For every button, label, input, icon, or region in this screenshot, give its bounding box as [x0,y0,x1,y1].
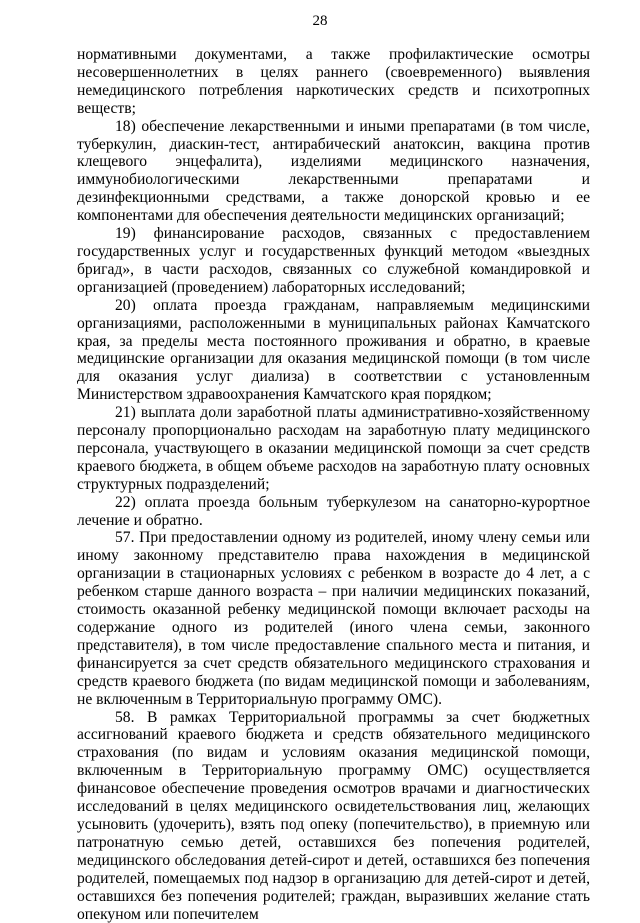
paragraph-continuation: нормативными документами, а также профилактические осмотры несовершеннолетних в целях раннего (своевременного) выявления немедицинского потребления наркотических средств и психотропных веществ; [77,46,590,117]
document-body [77,46,590,923]
paragraph-clause-58: 58. В рамках Территориальной программы за счет бюджетных ассигнований краевого бюджета и средств обязательного медицинского страхования (по видам и условиям оказания медицинской помощи, включенным в Территориальную программу ОМС) осуществляется финансовое обеспечение проведения осмотров врачами и диагностических исследований в целях медицинского освидетельствования лиц, желающих усыновить (удочерить), взять под опеку (попечительство), в приемную или патронатную семью детей, оставшихся без попечения родителей, медицинского обследования детей-сирот и детей, оставшихся без попечения родителей, помещаемых под надзор в организацию для детей-сирот и детей, оставшихся без попечения родителей; граждан, выразивших желание стать опекуном или попечителем [77,708,590,923]
paragraph-clause-57: 57. При предоставлении одному из родителей, иному члену семьи или иному законному представителю права нахождения в медицинской организации в стационарных условиях с ребенком в возрасте до 4 лет, а с ребенком старше данного возраста – при наличии медицинских показаний, стоимость оказанной ребенку медицинской помощи включает расходы на содержание одного из родителей (иного члена семьи, законного представителя), в том числе предоставление спального места и питания, и финансируется за счет средств обязательного медицинского страхования и средств краевого бюджета (по видам медицинской помощи и заболеваниям, не включенным в Территориальную программу ОМС). [77,529,590,708]
paragraph-item-20: 20) оплата проезда гражданам, направляемым медицинскими организациями, расположенными в муниципальных районах Камчатского края, за пределы места постоянного проживания и обратно, в краевые медицинские организации для оказания медицинской помощи (в том числе для оказания услуг диализа) в соответствии с установленным Министерством здравоохранения Камчатского края порядком; [77,296,590,404]
paragraph-item-22: 22) оплата проезда больным туберкулезом на санаторно-курортное лечение и обратно. [77,493,590,529]
paragraph-item-21: 21) выплата доли заработной платы административно-хозяйственному персоналу пропорционально расходам на заработную плату медицинского персонала, участвующего в оказании медицинской помощи за счет средств краевого бюджета, в общем объеме расходов на заработную плату основных структурных подразделений; [77,404,590,493]
page-number: 28 [312,13,328,29]
paragraph-item-18: 18) обеспечение лекарственными и иными препаратами (в том числе, туберкулин, диаскин-тест, антирабический анатоксин, вакцина против клещевого энцефалита), изделиями медицинского назначения, иммунобиологическими лекарственными препаратами и дезинфекционными средствами, а также донорской кровью и ее компонентами для обеспечения деятельности медицинских организаций; [77,117,590,225]
paragraph-item-19: 19) финансирование расходов, связанных с предоставлением государственных услуг и государственных функций методом «выездных бригад», в части расходов, связанных со служебной командировкой и организацией (проведением) лабораторных исследований; [77,225,590,296]
